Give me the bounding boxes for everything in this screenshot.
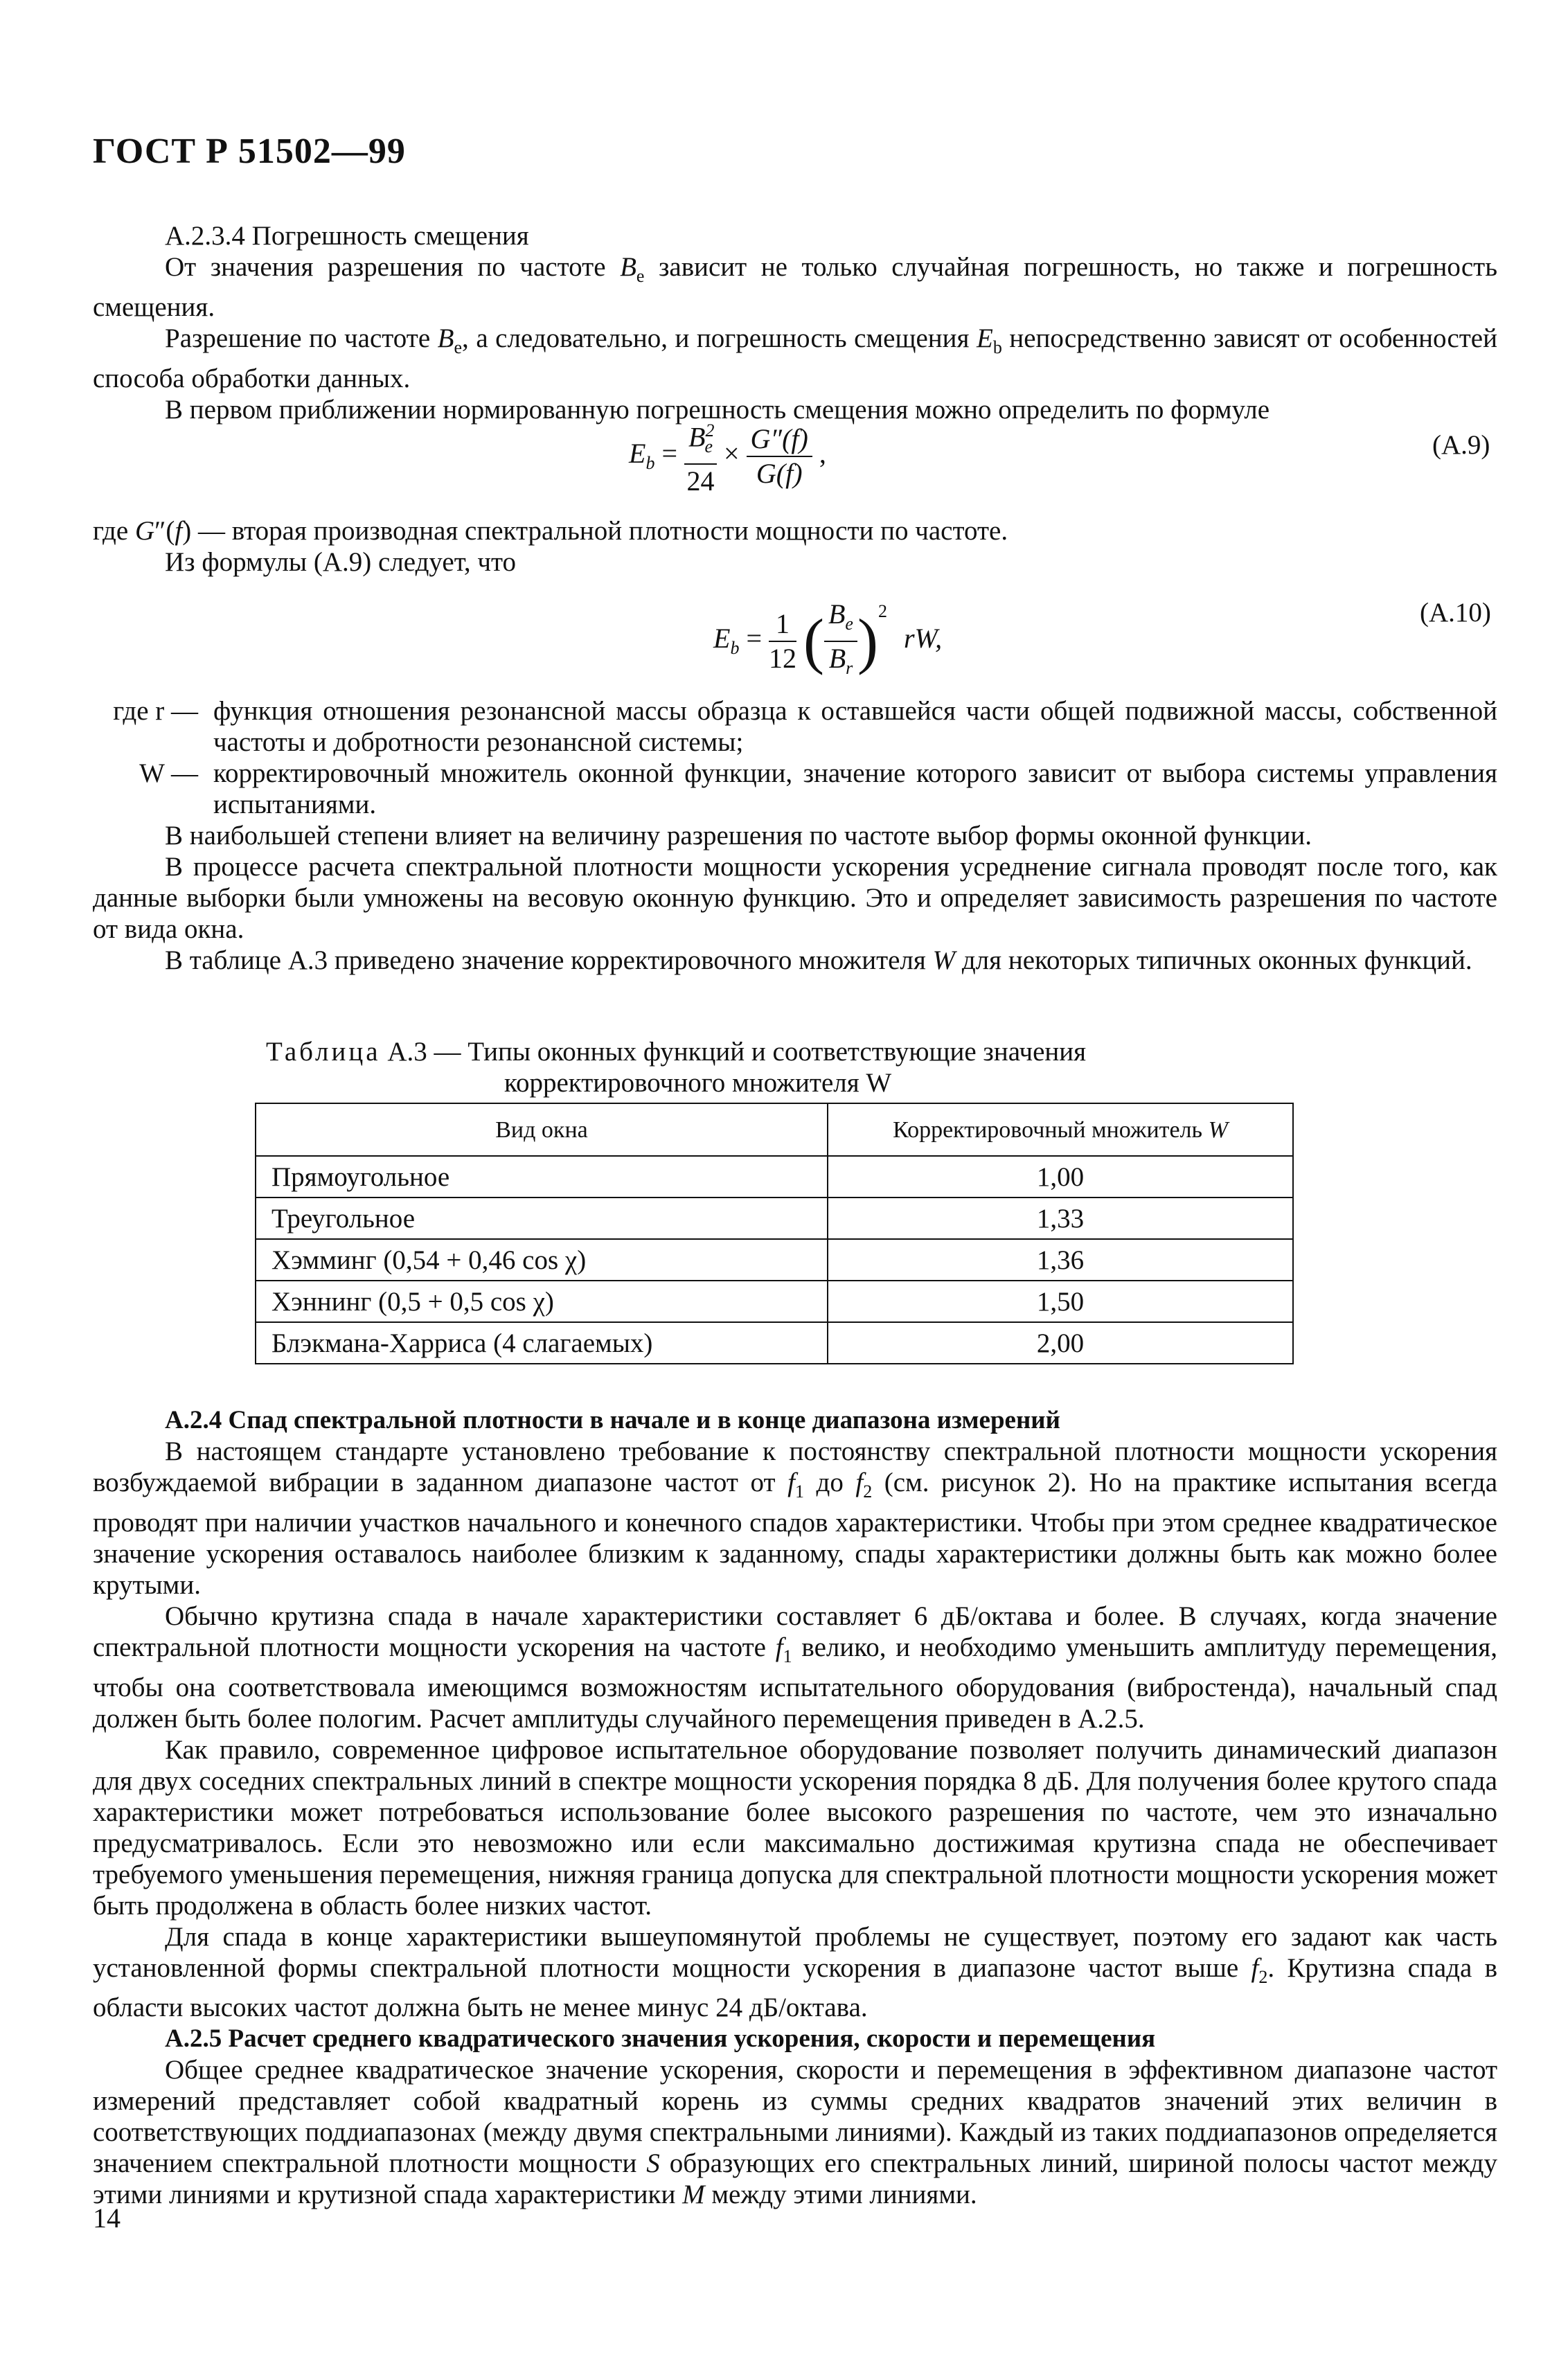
table-cell: Блэкмана-Харриса (4 слагаемых) <box>256 1322 828 1364</box>
equation-number: (А.9) <box>1432 430 1490 460</box>
table-cell: 1,00 <box>828 1156 1293 1198</box>
paragraph: В настоящем стандарте установлено требование к постоянству спектральной плотности мощности ускорения возбуждаемой вибрации в заданном диапазоне частот от $f_1$ до $f_2$ (см. рисунок 2). Но на практике испытания всегда проводят при наличии участков начального и конечного спадов характеристики. Чтобы при этом среднее квадратическое значение ускорения оставалось наиболее близким к заданному, спады характеристики должны быть как можно более крутыми. <box>93 1436 1497 1600</box>
section-heading: А.2.4 Спад спектральной плотности в начале и в конце диапазона измерений <box>165 1406 1060 1434</box>
paragraph: В таблице А.3 приведено значение корректировочного множителя W для некоторых типичных оконных функций. <box>165 945 1472 975</box>
table-cell: 2,00 <box>828 1322 1293 1364</box>
table-caption: Таблица А.3 — Типы оконных функций и соответствующие значения корректировочного множителя W <box>266 1037 1087 1098</box>
column-header: Вид окна <box>256 1103 828 1156</box>
table-row <box>256 1239 1293 1281</box>
window-functions-table <box>255 1103 1294 1364</box>
paragraph: В наибольшей степени влияет на величину разрешения по частоте выбор формы оконной функции. <box>165 821 1312 851</box>
fraction: $\frac{1}{12}$ <box>769 607 796 674</box>
text-block-1 <box>93 220 1497 425</box>
paragraph: От значения разрешения по частоте $B_e$ зависит не только случайная погрешность, но также и погрешность смещения. <box>93 252 1497 322</box>
table-row <box>256 1156 1293 1198</box>
table-cell: Хэннинг (0,5 + 0,5 cos χ) <box>256 1281 828 1322</box>
paragraph: Обычно крутизна спада в начале характеристики составляет 6 дБ/октава и более. В случаях, когда значение спектральной плотности мощности ускорения на частоте $f_1$ велико, и необходимо уменьшить амплитуду перемещения, чтобы она соответствовала имеющимся возможностям испытательного оборудования (вибростенда), начальный спад должен быть более пологим. Расчет амплитуды случайного перемещения приведен в А.2.5. <box>93 1601 1497 1734</box>
table-cell: Хэмминг (0,54 + 0,46 cos χ) <box>256 1239 828 1281</box>
text-block-3 <box>93 820 1497 976</box>
table-cell: 1,36 <box>828 1239 1293 1281</box>
definition-item: где r — функция отношения резонансной массы образца к оставшейся части общей подвижной массы, собственной частоты и добротности резонансной системы; <box>113 696 1497 757</box>
document-header: ГОСТ Р 51502—99 <box>93 132 406 171</box>
page-number: 14 <box>93 2202 121 2234</box>
fraction: $\frac{B_e}{B_r}$ <box>824 598 857 685</box>
paragraph: где G″(f) — вторая производная спектральной плотности мощности по частоте. <box>93 516 1008 546</box>
table-cell: 1,33 <box>828 1198 1293 1239</box>
paragraph: Как правило, современное цифровое испытательное оборудование позволяет получить динамический диапазон для двух соседних спектральных линий в спектре мощности ускорения порядка 8 дБ. Для получения более крутого спада характеристики может потребоваться использование более высокого разрешения по частоте, чем это изначально предусматривалось. Если это невозможно или если максимально достижимая крутизна спада не обеспечивает требуемого уменьшения перемещения, нижняя граница допуска для спектральной плотности мощности ускорения может быть продолжена в область более низких частот. <box>93 1734 1497 1921</box>
equation-number: (А.10) <box>1420 598 1491 627</box>
text-block-4 <box>93 1405 1497 2210</box>
table-header-row <box>256 1103 1293 1156</box>
formula-a10: $E_b$ = $\frac{1}{12}$ ( $\frac{B_e}{B_r}$ )$^2$ rW, <box>713 596 942 685</box>
fraction: $\frac{B^2_e}{24}$ <box>684 414 717 498</box>
table-row <box>256 1322 1293 1364</box>
paragraph: Из формулы (А.9) следует, что <box>165 547 516 577</box>
section-heading: А.2.5 Расчет среднего квадратического значения ускорения, скорости и перемещения <box>165 2024 1156 2054</box>
paragraph: В первом приближении нормированную погрешность смещения можно определить по формуле <box>165 394 1270 425</box>
table-row <box>256 1198 1293 1239</box>
table-cell: Треугольное <box>256 1198 828 1239</box>
paragraph: Разрешение по частоте $B_e$, а следовательно, и погрешность смещения $E_b$ непосредственно зависят от особенностей способа обработки данных. <box>93 323 1497 393</box>
paragraph: В процессе расчета спектральной плотности мощности ускорения усреднение сигнала проводят после того, как данные выборки были умножены на весовую оконную функцию. Это и определяет зависимость разрешения по частоте от вида окна. <box>93 852 1497 944</box>
text-block-2 <box>93 515 1497 578</box>
definition-item: W — корректировочный множитель оконной функции, значение которого зависит от выбора системы управления испытаниями. <box>139 758 1497 819</box>
paragraph: Общее среднее квадратическое значение ускорения, скорости и перемещения в эффективном диапазоне частот измерений представляет собой квадратный корень из суммы средних квадратов значений этих величин в соответствующих поддиапазонах (между двумя спектральными линиями). Каждый из таких поддиапазонов определяется значением спектральной плотности мощности S образующих его спектральных линий, шириной полосы частот между этими линиями и крутизной спада характеристики M между этими линиями. <box>93 2055 1497 2210</box>
column-header: Корректировочный множитель W <box>828 1103 1293 1156</box>
table-cell: 1,50 <box>828 1281 1293 1322</box>
table-row <box>256 1281 1293 1322</box>
definitions-list <box>93 695 1497 820</box>
paragraph: Для спада в конце характеристики вышеупомянутой проблемы не существует, поэтому его задают как часть установленной формы спектральной плотности мощности ускорения в диапазоне частот выше $f_2$. Крутизна спада в области высоких частот должна быть не менее минус 24 дБ/октава. <box>93 1921 1498 2023</box>
formula-a9: $E_b$ = $\frac{B^2_e}{24}$ × $\frac{G''(f)}{G(f)}$ , <box>629 414 826 498</box>
table-cell: Прямоугольное <box>256 1156 828 1198</box>
fraction: $\frac{G''(f)}{G(f)}$ <box>747 422 812 490</box>
subsection-title: А.2.3.4 Погрешность смещения <box>165 221 529 251</box>
